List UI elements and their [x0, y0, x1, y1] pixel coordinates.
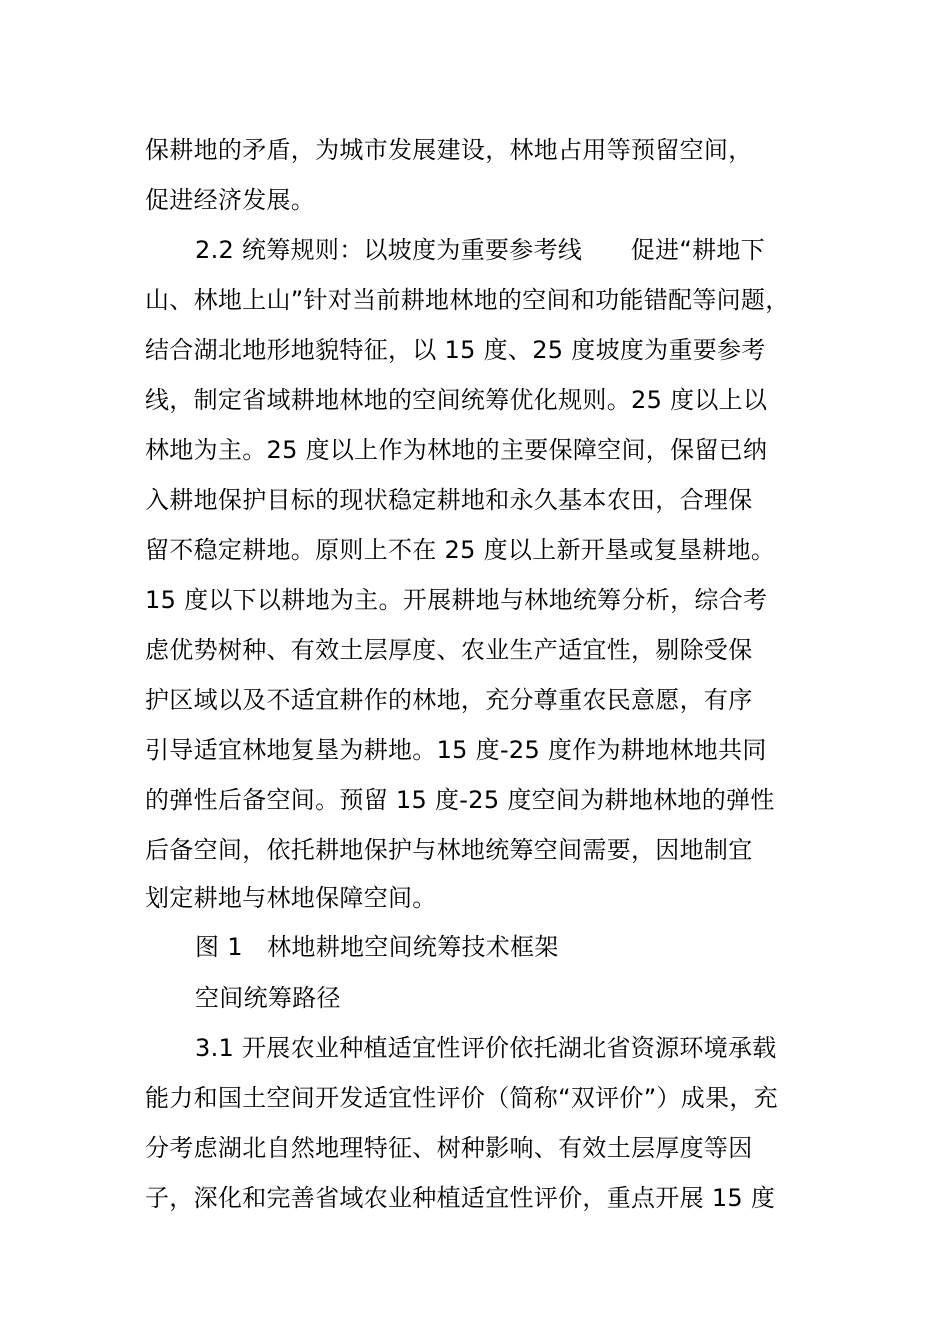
text-line: 入耕地保护目标的现状稳定耕地和永久基本农田，合理保 — [145, 486, 753, 514]
text-line: 线，制定省域耕地林地的空间统筹优化规则。25 度以上以 — [145, 386, 768, 414]
section-heading: 空间统筹路径 — [195, 984, 341, 1012]
text-line: 结合湖北地形地貌特征，以 15 度、25 度坡度为重要参考 — [145, 336, 766, 364]
section-heading-3-1: 3.1 开展农业种植适宜性评价依托湖北省资源环境承载 — [195, 1034, 777, 1062]
text-line: 子，深化和完善省域农业种植适宜性评价，重点开展 15 度 — [145, 1184, 776, 1212]
text-line: 虑优势树种、有效土层厚度、农业生产适宜性，剔除受保 — [145, 636, 753, 664]
text-line: 保耕地的矛盾，为城市发展建设，林地占用等预留空间， — [145, 136, 753, 164]
text-line: 引导适宜林地复垦为耕地。15 度-25 度作为耕地林地共同 — [145, 736, 767, 764]
figure-caption: 图 1 林地耕地空间统筹技术框架 — [195, 933, 559, 961]
text-line: 林地为主。25 度以上作为林地的主要保障空间，保留已纳 — [145, 436, 768, 464]
text-line: 山、林地上山”针对当前耕地林地的空间和功能错配等问题， — [145, 286, 790, 314]
text-line: 后备空间，依托耕地保护与林地统筹空间需要，因地制宜 — [145, 836, 753, 864]
section-heading-2-2: 2.2 统筹规则：以坡度为重要参考线 促进“耕地下 — [195, 236, 766, 264]
text-line: 护区域以及不适宜耕作的林地，充分尊重农民意愿，有序 — [145, 686, 753, 714]
text-line: 划定耕地与林地保障空间。 — [145, 884, 437, 912]
text-line: 分考虑湖北自然地理特征、树种影响、有效土层厚度等因 — [145, 1134, 753, 1162]
text-line: 促进经济发展。 — [145, 186, 316, 214]
text-line: 能力和国土空间开发适宜性评价（简称“双评价”）成果，充 — [145, 1084, 778, 1112]
text-line: 留不稳定耕地。原则上不在 25 度以上新开垦或复垦耕地。 — [145, 536, 776, 564]
text-line: 15 度以下以耕地为主。开展耕地与林地统筹分析，综合考 — [145, 586, 768, 614]
text-line: 的弹性后备空间。预留 15 度-25 度空间为耕地林地的弹性 — [145, 786, 775, 814]
